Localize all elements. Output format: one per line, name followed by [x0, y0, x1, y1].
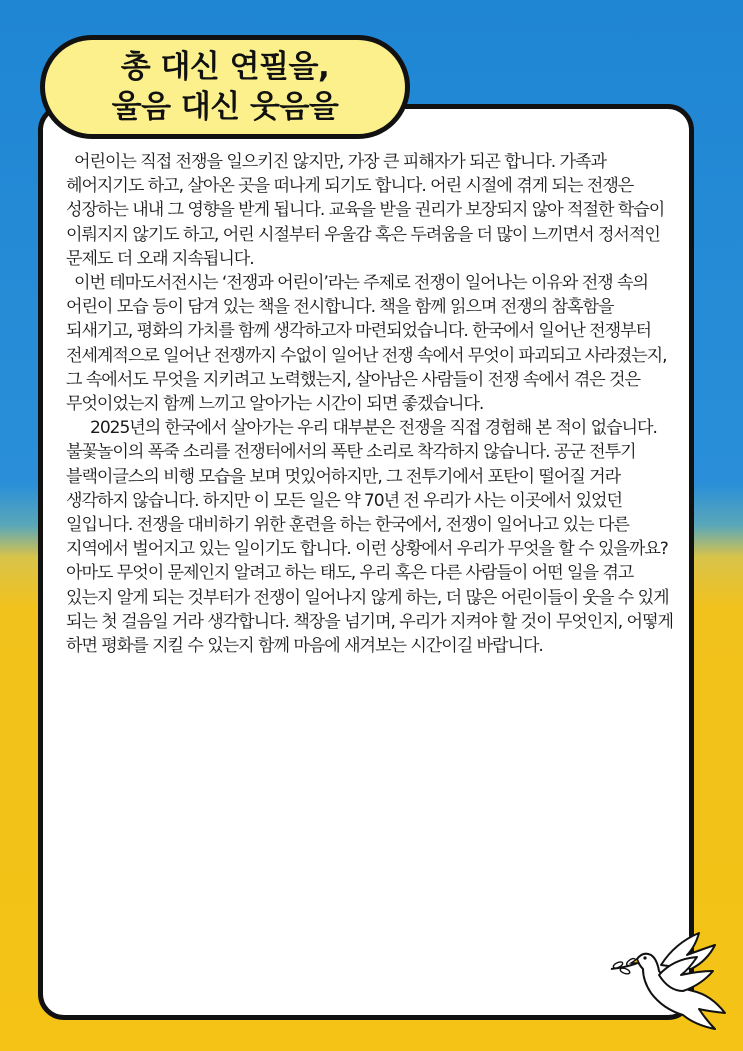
paragraph-exhibition: 이번 테마도서전시는 ‘전쟁과 어린이’라는 주제로 전쟁이 일어나는 이유와 전쟁 속의 어린이 모습 등이 담겨 있는 책을 전시합니다. 책을 함께 읽으며 전쟁의 참혹함을 되새기고, 평화의 가치를 함께 생각하고자 마련되었습니다. 한국에서 일어난 전쟁부터 전세계적으로 일어난 전쟁까지 수없이 일어난 전쟁 속에서 무엇이 파괴되고 사라졌는지, 그 속에서도 무엇을 지키려고 노력했는지, 살아남은 사람들이 전쟁 속에서 겪은 것은 무엇이었는지 함께 느끼고 알아가는 시간이 되면 좋겠습니다.	[66, 273, 667, 415]
paragraph-reflection: 2025년의 한국에서 살아가는 우리 대부분은 전쟁을 직접 경험해 본 적이 없습니다. 불꽃놀이의 폭죽 소리를 전쟁터에서의 폭탄 소리로 착각하지 않습니다. 공군 전투기 블랙이글스의 비행 모습을 보며 멋있어하지만, 그 전투기에서 포탄이 떨어질 거라 생각하지 않습니다. 하지만 이 모든 일은 약 70년 전 우리가 사는 이곳에서 있었던 일입니다. 전쟁을 대비하기 위한 훈련을 하는 한국에서, 전쟁이 일어나고 있는 다른 지역에서 벌어지고 있는 일이기도 합니다. 이런 상황에서 우리가 무엇을 할 수 있을까요? 아마도 무엇이 문제인지 알려고 하는 태도, 우리 혹은 다른 사람들이 어떤 일을 겪고 있는지 알게 되는 것부터가 전쟁이 일어나지 않게 하는, 더 많은 어린이들이 웃을 수 있게 되는 첫 걸음일 거라 생각합니다. 책장을 넘기며, 우리가 지켜야 할 것이 무엇인지, 어떻게 하면 평화를 지킬 수 있는지 함께 마음에 새겨보는 시간이길 바랍니다.	[66, 418, 673, 657]
dove-with-olive-branch-icon	[603, 925, 728, 1030]
title-line-1: 총 대신 연필을,	[120, 49, 330, 85]
title-bubble	[40, 35, 410, 139]
body-text	[66, 150, 676, 658]
title-line-2: 울음 대신 웃음을	[111, 89, 339, 125]
paragraph-intro: 어린이는 직접 전쟁을 일으키진 않지만, 가장 큰 피해자가 되곤 합니다. 가족과 헤어지기도 하고, 살아온 곳을 떠나게 되기도 합니다. 어린 시절에 겪게 되는 전쟁은 성장하는 내내 그 영향을 받게 됩니다. 교육을 받을 권리가 보장되지 않아 적절한 학습이 이뤄지지 않기도 하고, 어린 시절부터 우울감 혹은 두려움을 더 많이 느끼면서 정서적인 문제도 더 오래 지속됩니다.	[66, 152, 665, 269]
